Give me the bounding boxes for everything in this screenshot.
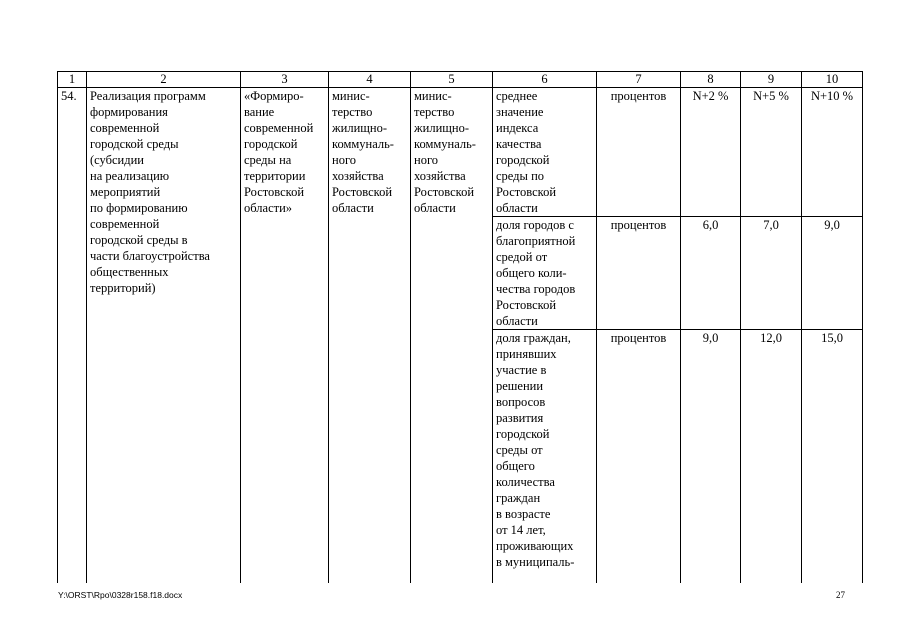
indicator-value-9: 7,0 [741,217,802,330]
header-cell-4: 4 [329,72,411,88]
header-cell-9: 9 [741,72,802,88]
row-number: 54. [58,88,87,584]
indicator-value-10: N+10 % [802,88,863,217]
project-name: «Формиро- вание современной городской среды на территории Ростовской области» [241,88,329,584]
header-cell-1: 1 [58,72,87,88]
indicator-value-8: 6,0 [681,217,741,330]
header-cell-8: 8 [681,72,741,88]
indicators-table [57,71,863,583]
indicator-value-8: 9,0 [681,330,741,584]
responsible-executor: минис- терство жилищно- коммуналь- ного хозяйства Ростовской области [329,88,411,584]
header-cell-5: 5 [411,72,493,88]
header-row [58,72,863,88]
indicator-value-10: 9,0 [802,217,863,330]
header-cell-10: 10 [802,72,863,88]
participant: минис- терство жилищно- коммуналь- ного хозяйства Ростовской области [411,88,493,584]
indicator-unit: процентов [597,88,681,217]
indicator-unit: процентов [597,217,681,330]
indicator-name: среднее значение индекса качества городской среды по Ростовской области [493,88,597,217]
program-name: Реализация программ формирования современной городской среды (субсидии на реализацию мероприятий по формированию современной городской среды в части благоустройства общественных территорий) [87,88,241,584]
indicator-name: доля граждан, принявших участие в решении вопросов развития городской среды от общего количества граждан в возрасте от 14 лет, проживающих в муниципаль- [493,330,597,584]
page-number: 27 [836,590,845,600]
table-row [58,88,863,217]
indicator-name: доля городов с благоприятной средой от общего коли- чества городов Ростовской области [493,217,597,330]
footer-file-path: Y:\ORST\Rpo\0328r158.f18.docx [58,590,183,600]
indicator-unit: процентов [597,330,681,584]
indicator-value-9: N+5 % [741,88,802,217]
indicator-value-8: N+2 % [681,88,741,217]
header-cell-3: 3 [241,72,329,88]
header-cell-7: 7 [597,72,681,88]
header-cell-6: 6 [493,72,597,88]
indicator-value-10: 15,0 [802,330,863,584]
indicator-value-9: 12,0 [741,330,802,584]
header-cell-2: 2 [87,72,241,88]
